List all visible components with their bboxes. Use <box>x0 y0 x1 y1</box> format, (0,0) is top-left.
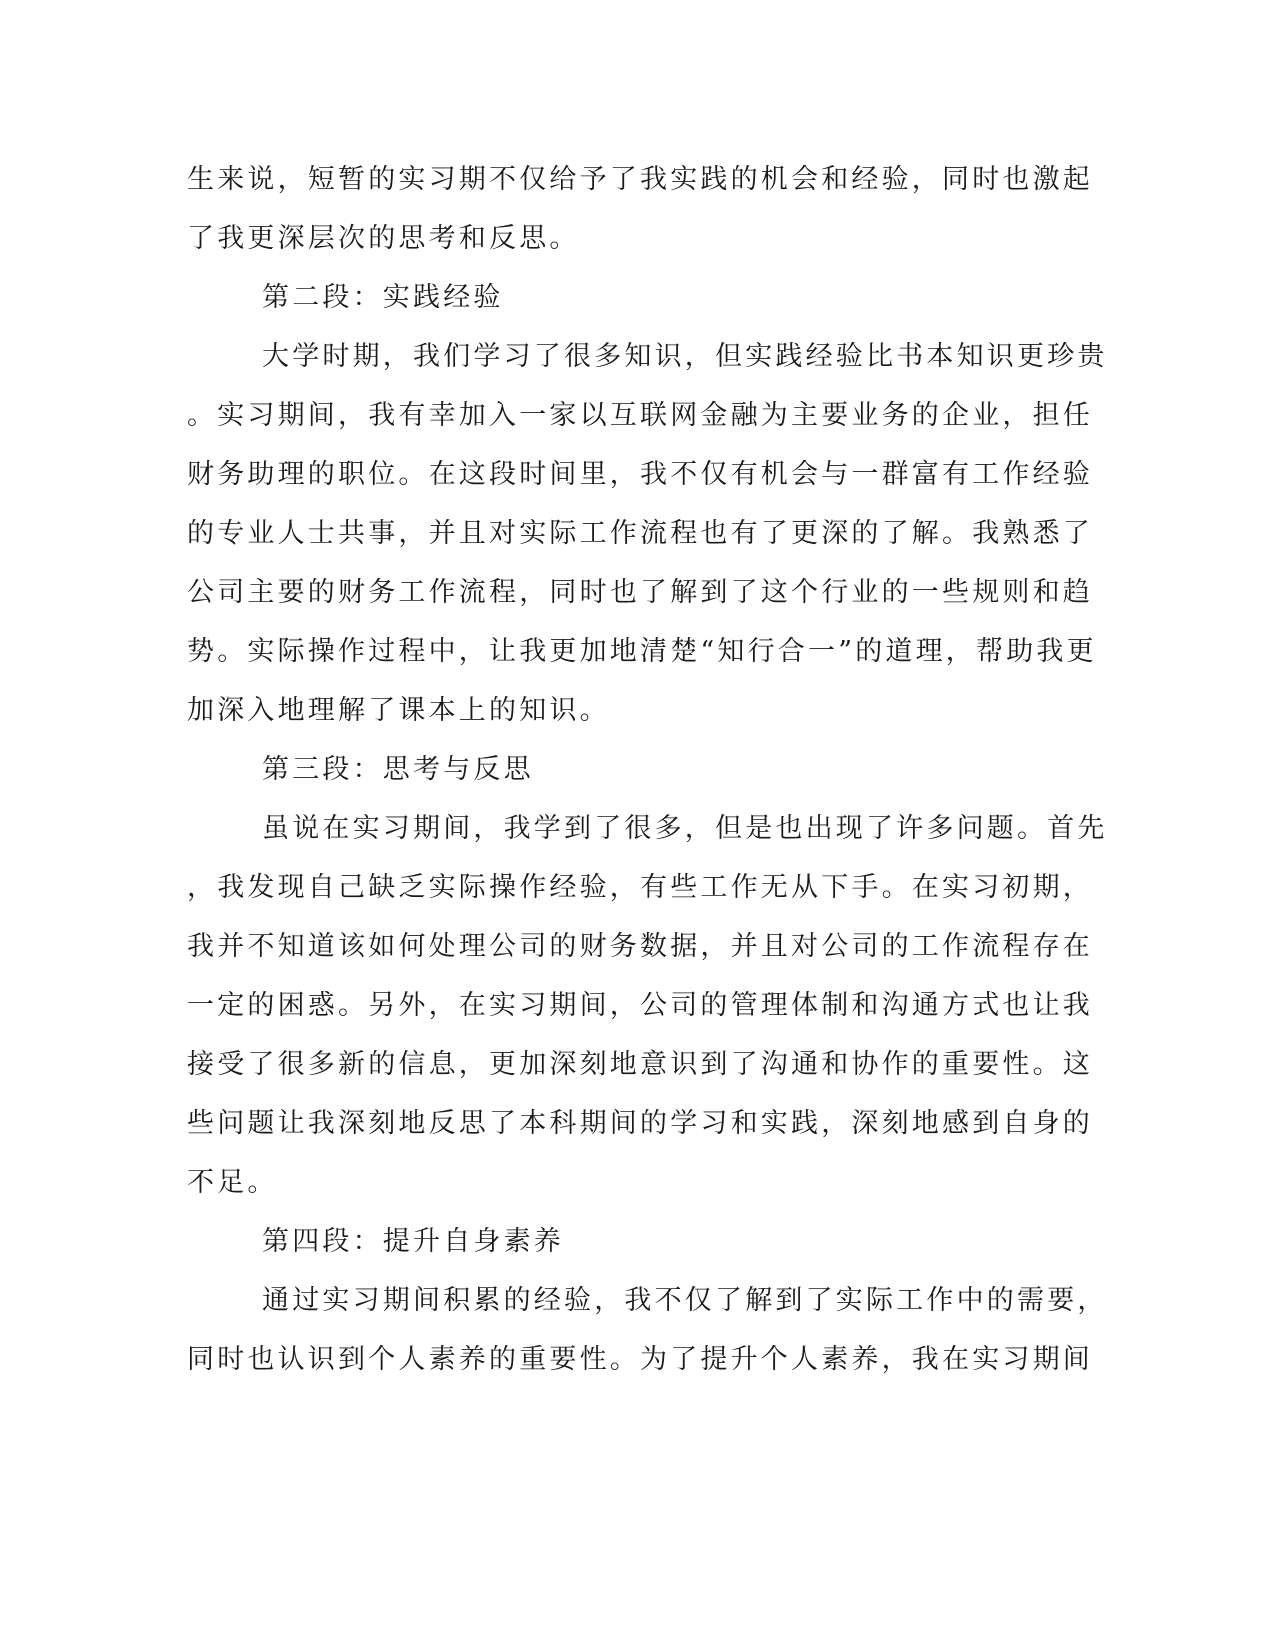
text-line-18: 不足。 <box>187 1167 278 1198</box>
text-line-10: 加深入地理解了课本上的知识。 <box>187 695 610 726</box>
section-heading-4: 第四段：提升自身素养 <box>262 1226 564 1257</box>
text-line-21: 同时也认识到个人素养的重要性。为了提升个人素养，我在实习期间 <box>187 1344 1093 1375</box>
text-line-8: 公司主要的财务工作流程，同时也了解到了这个行业的一些规则和趋 <box>187 577 1093 608</box>
text-line-7: 的专业人士共事，并且对实际工作流程也有了更深的了解。我熟悉了 <box>187 518 1093 549</box>
text-line-1: 生来说，短暂的实习期不仅给予了我实践的机会和经验，同时也激起 <box>187 164 1093 195</box>
text-line-20: 通过实习期间积累的经验，我不仅了解到了实际工作中的需要， <box>262 1285 1108 1316</box>
text-line-13: ，我发现自己缺乏实际操作经验，有些工作无从下手。在实习初期， <box>187 872 1093 903</box>
text-line-16: 接受了很多新的信息，更加深刻地意识到了沟通和协作的重要性。这 <box>187 1049 1093 1080</box>
text-line-17: 些问题让我深刻地反思了本科期间的学习和实践，深刻地感到自身的 <box>187 1108 1093 1139</box>
text-line-4: 大学时期，我们学习了很多知识，但实践经验比书本知识更珍贵 <box>262 341 1108 372</box>
text-line-6: 财务助理的职位。在这段时间里，我不仅有机会与一群富有工作经验 <box>187 459 1093 490</box>
text-line-5: 。实习期间，我有幸加入一家以互联网金融为主要业务的企业，担任 <box>187 400 1093 431</box>
section-heading-3: 第三段：思考与反思 <box>262 754 534 785</box>
text-line-2: 了我更深层次的思考和反思。 <box>187 223 580 254</box>
section-heading-2: 第二段：实践经验 <box>262 282 504 313</box>
text-line-12: 虽说在实习期间，我学到了很多，但是也出现了许多问题。首先 <box>262 813 1108 844</box>
text-line-14: 我并不知道该如何处理公司的财务数据，并且对公司的工作流程存在 <box>187 931 1093 962</box>
text-line-9: 势。实际操作过程中，让我更加地清楚“知行合一”的道理，帮助我更 <box>187 636 1097 667</box>
text-line-15: 一定的困惑。另外，在实习期间，公司的管理体制和沟通方式也让我 <box>187 990 1093 1021</box>
